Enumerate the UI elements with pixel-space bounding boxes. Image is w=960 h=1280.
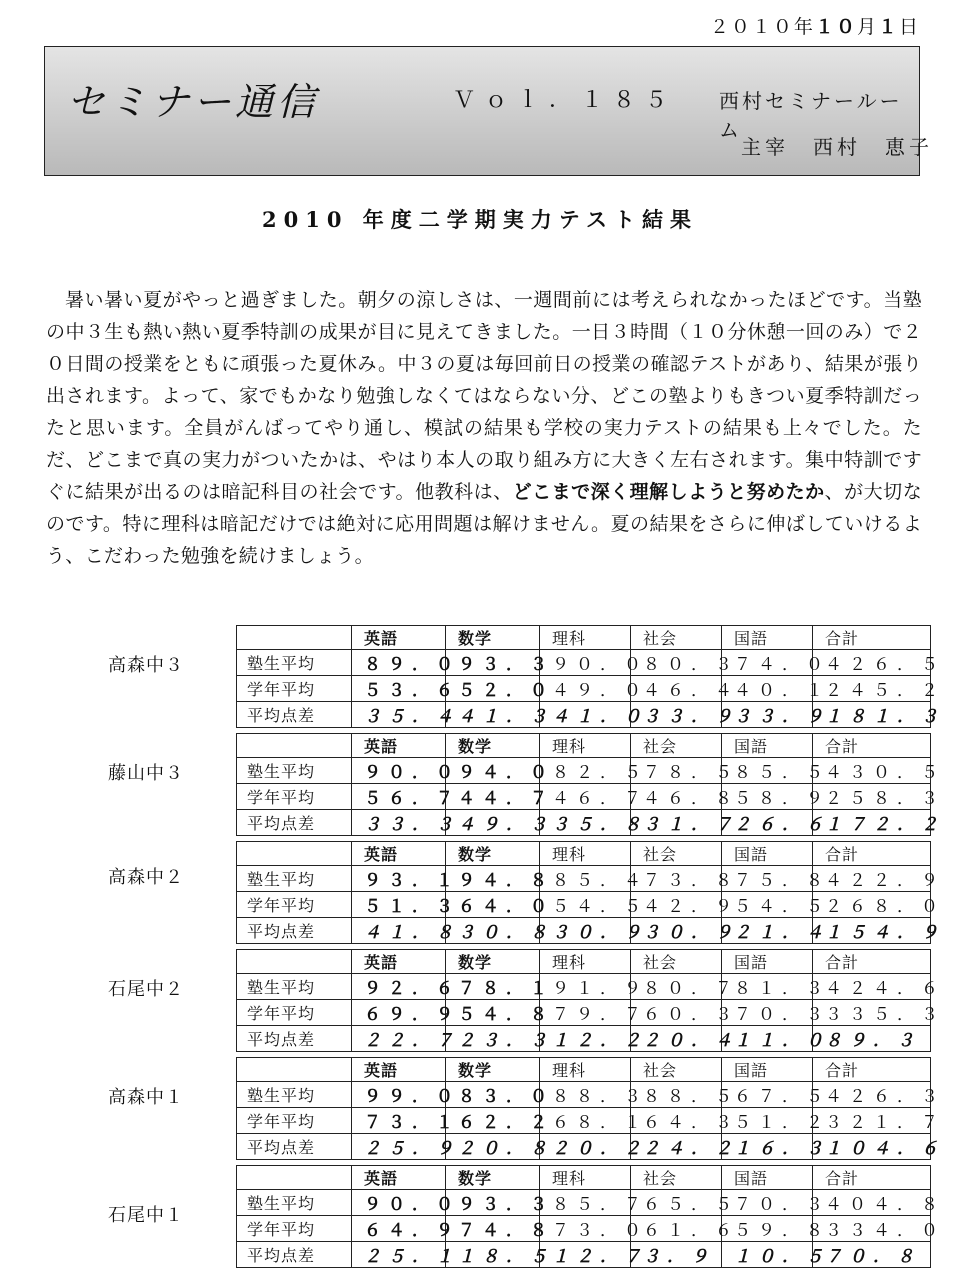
- row-label: 平均点差: [237, 918, 352, 944]
- score-cell: ３２１．７: [813, 1108, 931, 1134]
- table-row: [237, 1108, 931, 1134]
- score-cell: ３３．９: [631, 702, 722, 728]
- score-cell: ４２．９: [631, 892, 722, 918]
- row-label: 塾生平均: [237, 1082, 352, 1108]
- score-cell: ８９．０: [352, 650, 446, 676]
- subject-header: 社会: [631, 950, 722, 974]
- score-cell: ７８．５: [631, 758, 722, 784]
- score-cell: ８８．３: [540, 1082, 631, 1108]
- table-row: [237, 676, 931, 702]
- table-row: [237, 918, 931, 944]
- score-cell: １２．２: [540, 1026, 631, 1052]
- header-corner-cell: [237, 1166, 352, 1190]
- score-cell: ５６．７: [352, 784, 446, 810]
- score-cell: ６０．３: [631, 1000, 722, 1026]
- score-cell: ２６．６: [722, 810, 813, 836]
- row-label: 学年平均: [237, 676, 352, 702]
- subject-header: 社会: [631, 1166, 722, 1190]
- table-header-row: [237, 1166, 931, 1190]
- score-cell: ３３５．３: [813, 1000, 931, 1026]
- score-cell: ７３．８: [631, 866, 722, 892]
- score-cell: ２１．４: [722, 918, 813, 944]
- table-row: [237, 974, 931, 1000]
- score-cell: １７２．２: [813, 810, 931, 836]
- score-cell: １０４．６: [813, 1134, 931, 1160]
- score-cell: ６４．９: [352, 1216, 446, 1242]
- score-cell: ９３．３: [446, 1190, 540, 1216]
- score-cell: ６８．１: [540, 1108, 631, 1134]
- subject-header: 英語: [352, 626, 446, 650]
- score-cell: ７４．０: [722, 650, 813, 676]
- row-label: 学年平均: [237, 1216, 352, 1242]
- subject-header: 理科: [540, 950, 631, 974]
- table-row: [237, 1190, 931, 1216]
- score-cell: ５４．５: [722, 892, 813, 918]
- score-cell: ９０．０: [352, 758, 446, 784]
- subject-header: 合計: [813, 734, 931, 758]
- score-cell: ６４．０: [446, 892, 540, 918]
- score-cell: ９０．０: [540, 650, 631, 676]
- score-cell: １１．０: [722, 1026, 813, 1052]
- score-cell: ８３．０: [446, 1082, 540, 1108]
- score-cell: ３０．８: [446, 918, 540, 944]
- score-cell: ３３．９: [722, 702, 813, 728]
- subject-header: 国語: [722, 1058, 813, 1082]
- subject-header: 社会: [631, 1058, 722, 1082]
- subject-header: 合計: [813, 1058, 931, 1082]
- table-row: [237, 892, 931, 918]
- score-cell: ６７．５: [722, 1082, 813, 1108]
- subject-header: 社会: [631, 842, 722, 866]
- newsletter-title: セミナー通信: [67, 80, 320, 124]
- score-cell: ６２．２: [446, 1108, 540, 1134]
- score-cell: ４２６．５: [813, 650, 931, 676]
- subject-header: 英語: [352, 1166, 446, 1190]
- table-header-row: [237, 1058, 931, 1082]
- subject-header: 数学: [446, 734, 540, 758]
- score-cell: ８０．３: [631, 650, 722, 676]
- subject-header: 数学: [446, 626, 540, 650]
- score-cell: ４１．３: [446, 702, 540, 728]
- score-cell: ７０．３: [722, 1190, 813, 1216]
- score-cell: ４０４．８: [813, 1190, 931, 1216]
- score-cell: ４０．１: [722, 676, 813, 702]
- score-cell: ８５．７: [540, 1190, 631, 1216]
- score-table: [236, 841, 945, 944]
- score-cell: ２０．２: [540, 1134, 631, 1160]
- body-emphasis: どこまで深く理解しようと努めたか: [512, 481, 825, 503]
- score-cell: ８５．４: [540, 866, 631, 892]
- school-name: 高森中２: [108, 867, 184, 888]
- row-label: 塾生平均: [237, 974, 352, 1000]
- score-cell: ８０．７: [631, 974, 722, 1000]
- row-label: 平均点差: [237, 810, 352, 836]
- score-cell: ２４５．２: [813, 676, 931, 702]
- score-cell: ４６．４: [631, 676, 722, 702]
- table-row: [237, 650, 931, 676]
- score-cell: ８５．５: [722, 758, 813, 784]
- subject-header: 数学: [446, 842, 540, 866]
- row-label: 平均点差: [237, 1134, 352, 1160]
- table-row: [237, 702, 931, 728]
- table-row: [237, 1242, 931, 1268]
- score-cell: ８２．５: [540, 758, 631, 784]
- subject-header: 社会: [631, 626, 722, 650]
- subject-header: 英語: [352, 842, 446, 866]
- school-name: 石尾中２: [108, 979, 184, 1000]
- score-cell: ２０．８: [446, 1134, 540, 1160]
- subject-header: 理科: [540, 734, 631, 758]
- row-label: 学年平均: [237, 1000, 352, 1026]
- row-label: 塾生平均: [237, 650, 352, 676]
- header-corner-cell: [237, 1058, 352, 1082]
- score-cell: ６５．５: [631, 1190, 722, 1216]
- score-table: [236, 625, 945, 728]
- score-cell: ４９．０: [540, 676, 631, 702]
- row-label: 学年平均: [237, 784, 352, 810]
- header-corner-cell: [237, 626, 352, 650]
- score-table: [236, 733, 945, 836]
- body-paragraph: 暑い暑い夏がやっと過ぎました。朝夕の涼しさは、一週間前には考えられなかったほどです。当塾の中３生も熱い熱い夏季特訓の成果が目に見えてきました。一日３時間（１０分休憩一回のみ）で２０日間の授業をともに頑張った夏休み。中３の夏は毎回前日の授業の確認テストがあり、結果が張り出されます。よって、家でもかなり勉強しなくてはならない分、どこの塾よりもきつい夏季特訓だったと思います。全員がんばってやり通し、模試の結果も学校の実力テストの結果も上々でした。ただ、どこまで真の実力がついたかは、やはり本人の取り組み方に大きく左右されます。集中特訓ですぐに結果が出るのは暗記科目の社会です。他教科は、どこまで深く理解しようと努めたか、が大切なのです。特に理科は暗記だけでは絶対に応用問題は解けません。夏の結果をさらに伸ばしていけるよう、こだわった勉強を続けましょう。: [46, 289, 922, 567]
- score-cell: ３５．４: [352, 702, 446, 728]
- subject-header: 英語: [352, 950, 446, 974]
- score-cell: １６．３: [722, 1134, 813, 1160]
- row-label: 平均点差: [237, 1026, 352, 1052]
- score-cell: ５１．２: [722, 1108, 813, 1134]
- table-row: [237, 1000, 931, 1026]
- score-table: [236, 1057, 945, 1160]
- score-cell: ８９．３: [813, 1026, 931, 1052]
- table-row: [237, 1216, 931, 1242]
- score-cell: １８．５: [446, 1242, 540, 1268]
- score-cell: ２５８．３: [813, 784, 931, 810]
- score-cell: ７５．８: [722, 866, 813, 892]
- subject-header: 理科: [540, 1058, 631, 1082]
- score-cell: ９４．８: [446, 866, 540, 892]
- score-cell: ４４．７: [446, 784, 540, 810]
- score-cell: ４１．８: [352, 918, 446, 944]
- score-cell: ６４．３: [631, 1108, 722, 1134]
- score-table: [236, 949, 945, 1052]
- table-row: [237, 866, 931, 892]
- subject-header: 数学: [446, 950, 540, 974]
- table-header-row: [237, 950, 931, 974]
- row-label: 学年平均: [237, 892, 352, 918]
- header-corner-cell: [237, 950, 352, 974]
- score-cell: ５４．５: [540, 892, 631, 918]
- score-cell: ７４．８: [446, 1216, 540, 1242]
- score-cell: ９４．０: [446, 758, 540, 784]
- score-cell: ３３．３: [352, 810, 446, 836]
- school-name: 石尾中１: [108, 1205, 184, 1226]
- score-cell: ７８．１: [446, 974, 540, 1000]
- score-cell: ４６．８: [631, 784, 722, 810]
- subject-header: 合計: [813, 950, 931, 974]
- header-corner-cell: [237, 734, 352, 758]
- table-header-row: [237, 842, 931, 866]
- table-row: [237, 1026, 931, 1052]
- score-cell: ７３．１: [352, 1108, 446, 1134]
- subject-header: 合計: [813, 626, 931, 650]
- row-label: 塾生平均: [237, 758, 352, 784]
- score-cell: ２２．７: [352, 1026, 446, 1052]
- subject-header: 理科: [540, 626, 631, 650]
- score-cell: ８１．３: [722, 974, 813, 1000]
- article-title: 2010 年度二学期実力テスト結果: [262, 207, 698, 232]
- score-cell: ４２６．３: [813, 1082, 931, 1108]
- table-row: [237, 1082, 931, 1108]
- table-header-row: [237, 626, 931, 650]
- score-cell: ４９．３: [446, 810, 540, 836]
- table-row: [237, 810, 931, 836]
- article-body: [46, 284, 922, 572]
- score-cell: ８８．５: [631, 1082, 722, 1108]
- table-row: [237, 758, 931, 784]
- score-cell: ６９．９: [352, 1000, 446, 1026]
- table-row: [237, 1134, 931, 1160]
- subject-header: 理科: [540, 842, 631, 866]
- score-cell: ５４．８: [446, 1000, 540, 1026]
- score-cell: ４１．０: [540, 702, 631, 728]
- score-cell: １５４．９: [813, 918, 931, 944]
- score-cell: ３０．９: [540, 918, 631, 944]
- score-cell: ２５．１: [352, 1242, 446, 1268]
- organization-name: 西村セミナールーム: [719, 89, 903, 142]
- score-cell: ９９．０: [352, 1082, 446, 1108]
- score-cell: ３．９: [631, 1242, 722, 1268]
- subject-header: 国語: [722, 842, 813, 866]
- row-label: 平均点差: [237, 1242, 352, 1268]
- score-cell: ９１．９: [540, 974, 631, 1000]
- score-cell: ２４．２: [631, 1134, 722, 1160]
- school-name: 高森中３: [108, 655, 184, 676]
- subject-header: 合計: [813, 842, 931, 866]
- score-cell: ３０．９: [631, 918, 722, 944]
- score-cell: ４３０．５: [813, 758, 931, 784]
- score-cell: ７９．７: [540, 1000, 631, 1026]
- table-header-row: [237, 734, 931, 758]
- owner-name: 主宰 西村 恵子: [741, 135, 933, 159]
- score-cell: １０．５: [722, 1242, 813, 1268]
- score-cell: ４２４．６: [813, 974, 931, 1000]
- subject-header: 国語: [722, 734, 813, 758]
- score-cell: ２０．４: [631, 1026, 722, 1052]
- score-cell: ４２２．９: [813, 866, 931, 892]
- score-cell: １８１．３: [813, 702, 931, 728]
- volume-number: Ｖｏｌ．１８５: [453, 88, 678, 113]
- school-name: 藤山中３: [108, 763, 184, 784]
- score-cell: ９２．６: [352, 974, 446, 1000]
- subject-header: 数学: [446, 1166, 540, 1190]
- newsletter-header: [44, 46, 933, 176]
- score-cell: ５３．６: [352, 676, 446, 702]
- row-label: 塾生平均: [237, 866, 352, 892]
- row-label: 塾生平均: [237, 1190, 352, 1216]
- subject-header: 国語: [722, 626, 813, 650]
- score-cell: ３３４．０: [813, 1216, 931, 1242]
- subject-header: 国語: [722, 950, 813, 974]
- subject-header: 英語: [352, 1058, 446, 1082]
- header-corner-cell: [237, 842, 352, 866]
- score-cell: ４６．７: [540, 784, 631, 810]
- subject-header: 理科: [540, 1166, 631, 1190]
- issue-date: ２０１０年１０月１日: [709, 16, 920, 38]
- row-label: 平均点差: [237, 702, 352, 728]
- score-cell: １２．７: [540, 1242, 631, 1268]
- score-cell: ２５．９: [352, 1134, 446, 1160]
- school-name: 高森中１: [108, 1087, 184, 1108]
- row-label: 学年平均: [237, 1108, 352, 1134]
- score-cell: ２６８．０: [813, 892, 931, 918]
- score-cell: ６１．６: [631, 1216, 722, 1242]
- score-cell: ９３．３: [446, 650, 540, 676]
- score-cell: ７０．８: [813, 1242, 931, 1268]
- subject-header: 国語: [722, 1166, 813, 1190]
- table-row: [237, 784, 931, 810]
- score-cell: ７３．０: [540, 1216, 631, 1242]
- score-cell: ９０．０: [352, 1190, 446, 1216]
- score-cell: ５８．９: [722, 784, 813, 810]
- score-cell: ３１．７: [631, 810, 722, 836]
- score-cell: ５２．０: [446, 676, 540, 702]
- subject-header: 英語: [352, 734, 446, 758]
- score-cell: ２３．３: [446, 1026, 540, 1052]
- subject-header: 合計: [813, 1166, 931, 1190]
- subject-header: 社会: [631, 734, 722, 758]
- score-cell: ３５．８: [540, 810, 631, 836]
- score-cell: ５１．３: [352, 892, 446, 918]
- score-cell: ５９．８: [722, 1216, 813, 1242]
- score-cell: ７０．３: [722, 1000, 813, 1026]
- subject-header: 数学: [446, 1058, 540, 1082]
- score-cell: ９３．１: [352, 866, 446, 892]
- score-table: [236, 1165, 945, 1268]
